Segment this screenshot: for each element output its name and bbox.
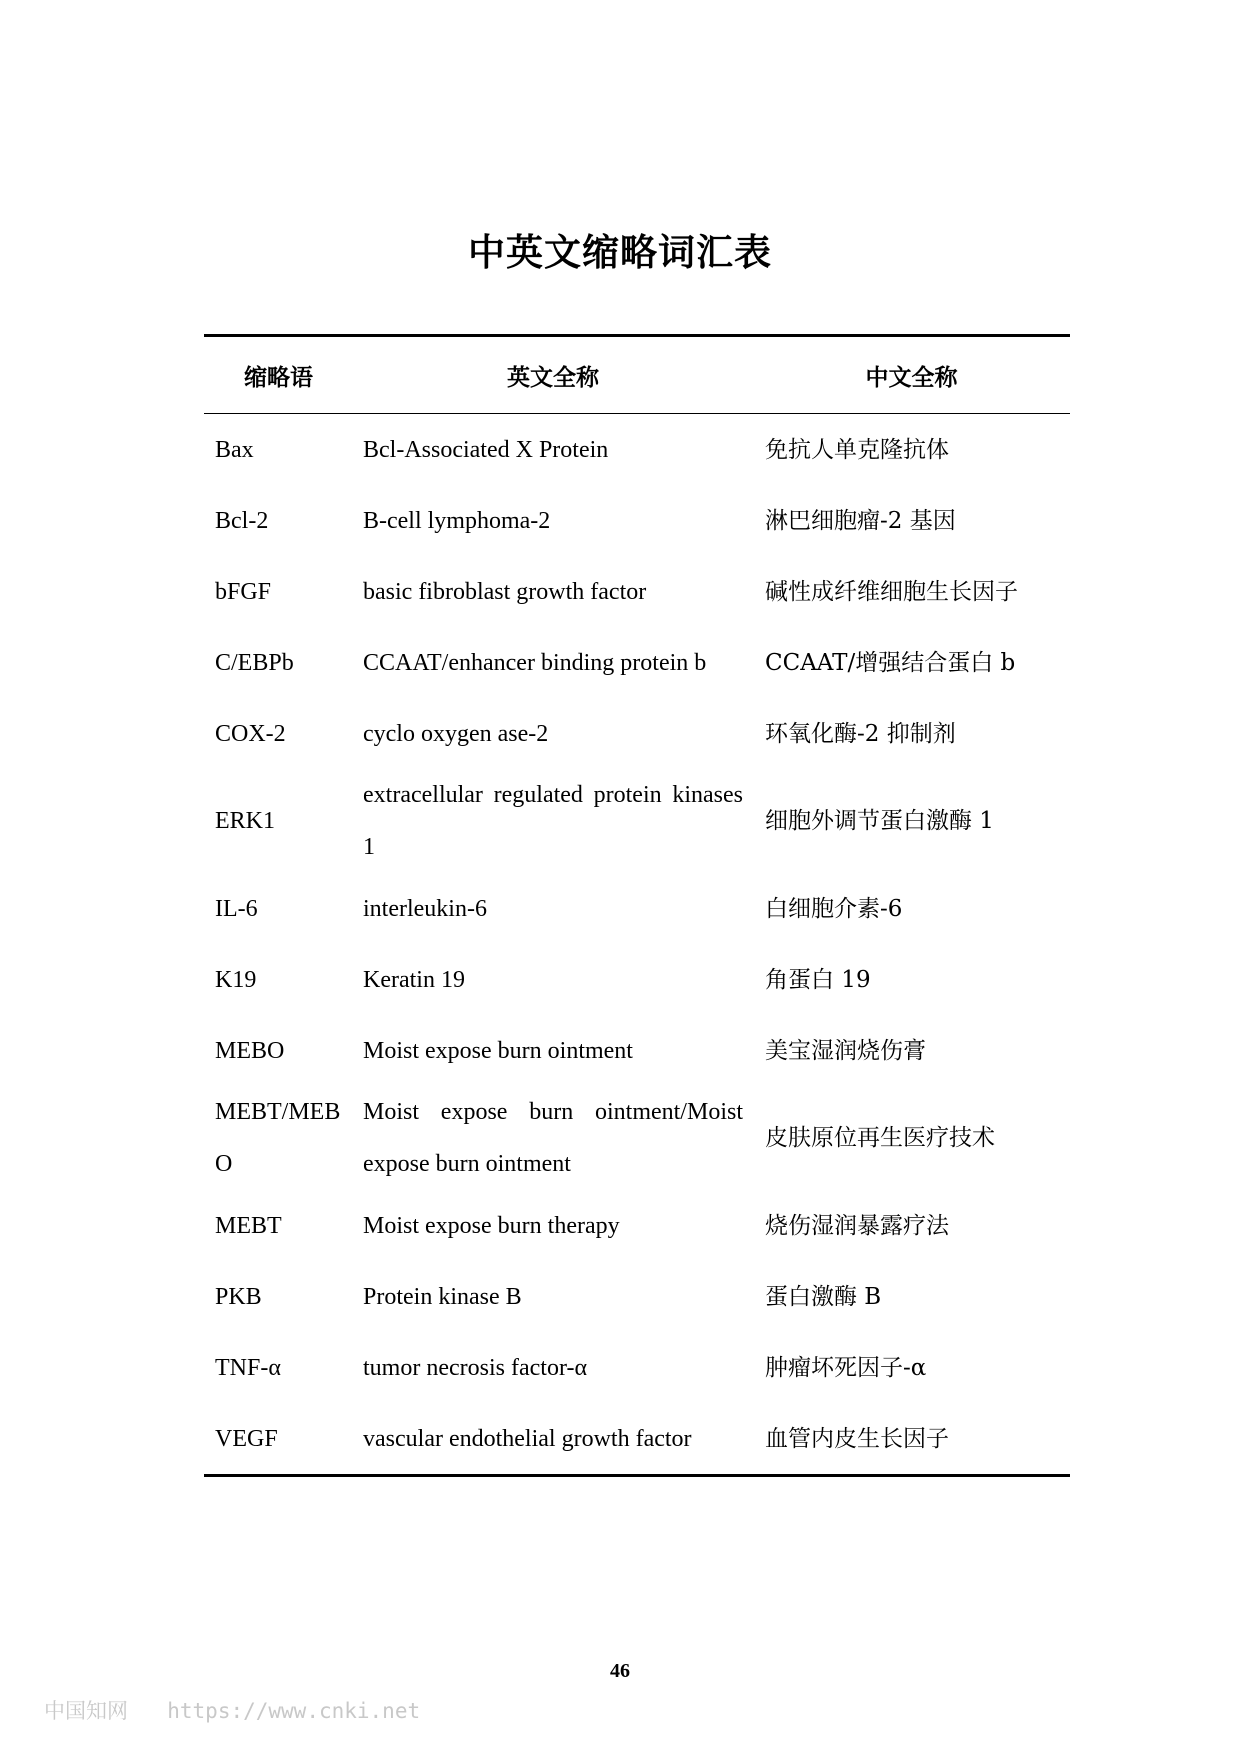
cell-english-name: Keratin 19 — [363, 966, 465, 993]
watermark-brand: 中国知网 — [44, 1699, 128, 1723]
cell-english-name: Protein kinase B — [363, 1283, 522, 1310]
cell-chinese-name: 蛋白激酶 B — [765, 1283, 882, 1310]
table-row — [204, 414, 1070, 486]
cell-abbreviation: C/EBPb — [215, 649, 294, 676]
table-row — [204, 1403, 1070, 1476]
table-row — [204, 1261, 1070, 1332]
table-row — [204, 627, 1070, 698]
cell-abbreviation: PKB — [215, 1283, 262, 1310]
cell-english-name: Moist expose burn therapy — [363, 1212, 620, 1239]
table-row — [204, 698, 1070, 769]
cell-english-name: interleukin-6 — [363, 895, 487, 922]
cell-abbreviation: VEGF — [204, 1403, 353, 1476]
cell-abbreviation: MEBT — [215, 1212, 282, 1239]
page-number: 46 — [610, 1660, 630, 1682]
cell-abbreviation: bFGF — [215, 578, 272, 605]
cell-abbreviation: COX-2 — [215, 720, 286, 747]
cnki-watermark — [44, 1695, 420, 1725]
cell-chinese-name: 白细胞介素-6 — [765, 895, 903, 922]
cell-chinese-name: 角蛋白 19 — [765, 966, 871, 993]
table-header-row — [204, 336, 1070, 414]
cell-english-name: B-cell lymphoma-2 — [363, 507, 551, 534]
cell-chinese-name: 美宝湿润烧伤膏 — [765, 1037, 926, 1064]
cell-english-name: tumor necrosis factor-α — [363, 1354, 588, 1381]
table-row — [204, 1015, 1070, 1086]
table-row — [204, 944, 1070, 1015]
cell-chinese-name: 烧伤湿润暴露疗法 — [765, 1212, 949, 1239]
cell-english-name: cyclo oxygen ase-2 — [363, 720, 549, 747]
cell-english-name: Moist expose burn ointment/Moist expose burn ointment — [363, 1099, 743, 1177]
page-title: 中英文缩略词汇表 — [468, 231, 772, 274]
cell-chinese-name: 碱性成纤维细胞生长因子 — [765, 578, 1018, 605]
table-row — [204, 1190, 1070, 1261]
abbreviation-table — [204, 334, 1070, 1477]
table-row — [204, 556, 1070, 627]
cell-english-name: extracellular regulated protein kinases 1 — [363, 782, 743, 860]
cell-abbreviation: TNF-α — [215, 1354, 281, 1381]
cell-english-name: basic fibroblast growth factor — [363, 578, 647, 605]
cell-chinese-name: CCAAT/增强结合蛋白 b — [765, 649, 1016, 676]
cell-english-name: CCAAT/enhancer binding protein b — [363, 649, 707, 676]
cell-chinese-name: 皮肤原位再生医疗技术 — [765, 1125, 995, 1151]
cell-chinese-name: 淋巴细胞瘤-2 基因 — [765, 507, 956, 534]
cell-chinese-name: 血管内皮生长因子 — [753, 1403, 1070, 1476]
cell-abbreviation: Bax — [215, 436, 254, 463]
cell-chinese-name: 环氧化酶-2 抑制剂 — [765, 720, 956, 747]
cell-abbreviation: IL-6 — [215, 895, 258, 922]
cell-abbreviation: ERK1 — [215, 808, 275, 834]
table-row — [204, 1332, 1070, 1403]
header-chinese-name: 中文全称 — [753, 336, 1070, 414]
header-english-name: 英文全称 — [353, 336, 753, 414]
cell-abbreviation: MEBT/MEBO — [215, 1099, 341, 1177]
cell-english-name: Bcl-Associated X Protein — [363, 436, 609, 463]
table-row — [204, 1086, 1070, 1190]
cell-chinese-name: 肿瘤坏死因子-α — [765, 1354, 927, 1381]
cell-english-name: vascular endothelial growth factor — [353, 1403, 753, 1476]
cell-abbreviation: K19 — [215, 966, 257, 993]
header-abbreviation: 缩略语 — [204, 336, 353, 414]
cell-english-name: Moist expose burn ointment — [363, 1037, 633, 1064]
cell-chinese-name: 免抗人单克隆抗体 — [765, 436, 949, 463]
table-row — [204, 485, 1070, 556]
cell-abbreviation: Bcl-2 — [215, 507, 269, 534]
cell-chinese-name: 细胞外调节蛋白激酶 1 — [765, 808, 994, 834]
table-row — [204, 873, 1070, 944]
watermark-url: https://www.cnki.net — [167, 1699, 421, 1723]
table-row — [204, 769, 1070, 873]
cell-abbreviation: MEBO — [215, 1037, 285, 1064]
